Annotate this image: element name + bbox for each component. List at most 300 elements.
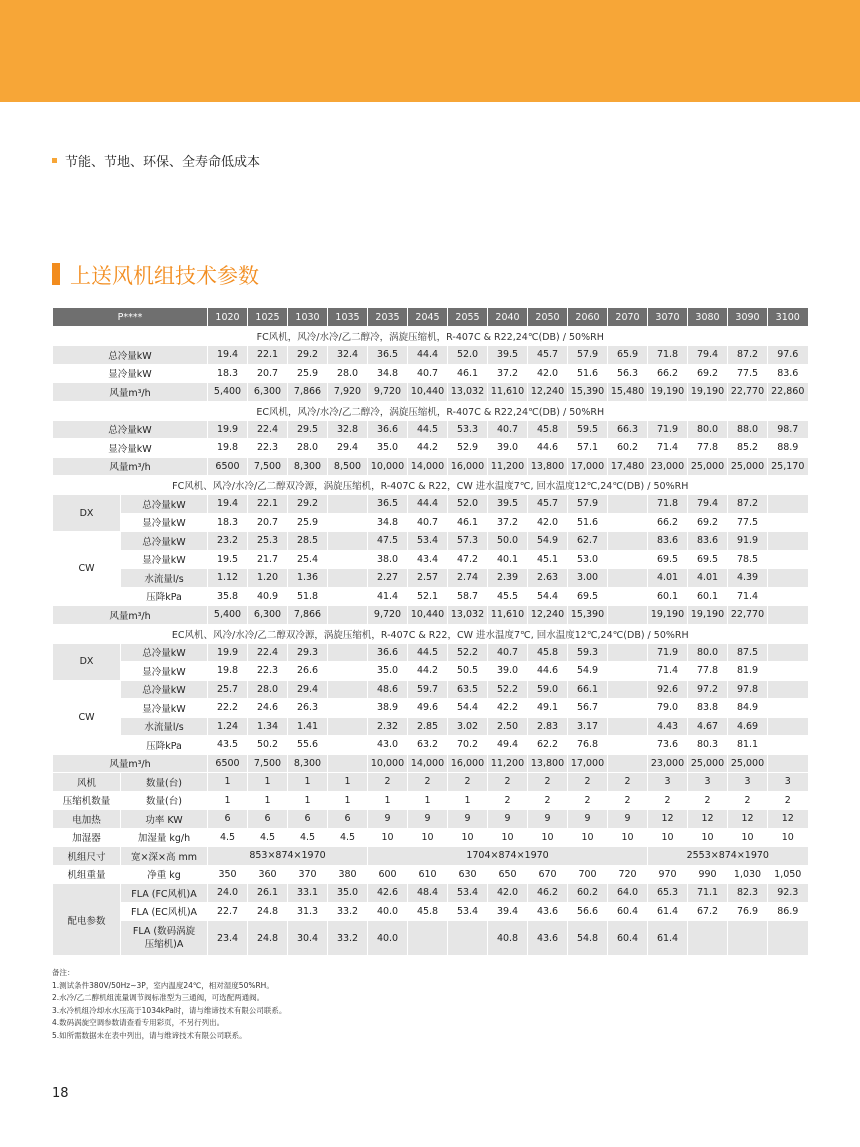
value-cell: 46.1 [448,364,488,383]
value-cell: 20.7 [248,513,288,532]
note-line: 4.数码涡旋空调参数请查看专用彩页，不另行列出。 [52,1018,225,1027]
value-cell: 350 [208,865,248,884]
value-cell: 44.4 [408,495,448,514]
value-cell [608,717,648,736]
value-cell: 87.5 [728,643,768,662]
row-label: 加湿量 kg/h [121,828,208,847]
value-cell: 4.5 [248,828,288,847]
row-label: 风量m³/h [53,457,208,476]
value-cell: 43.6 [528,921,568,956]
value-cell: 23.2 [208,532,248,551]
table-row [53,902,808,921]
model-header: 3070 [648,308,688,327]
section-title-row: FC风机，风冷/水冷/乙二醇冷，涡旋压缩机，R-407C & R22,24℃(DB) / 50%RH [53,327,808,346]
value-cell: 79.0 [648,699,688,718]
table-row [53,513,808,532]
value-cell: 14,000 [408,457,448,476]
value-cell: 59.5 [568,420,608,439]
value-cell: 71.4 [728,587,768,606]
value-cell [768,643,808,662]
value-cell: 69.2 [688,364,728,383]
value-cell [608,513,648,532]
value-cell [608,680,648,699]
value-cell: 84.9 [728,699,768,718]
table-row [53,717,808,736]
value-cell [688,921,728,956]
note-line: 3.水冷机组冷却水水压高于1034kPa时，请与维谛技术有限公司联系。 [52,1005,287,1015]
value-cell: 6 [288,810,328,829]
feature-bullet [52,151,260,170]
value-cell: 42.6 [368,884,408,903]
value-cell: 970 [648,865,688,884]
value-cell: 10 [688,828,728,847]
value-cell: 69.5 [648,550,688,569]
value-cell: 85.2 [728,439,768,458]
value-cell [328,587,368,606]
value-cell: 10 [728,828,768,847]
value-cell [448,921,488,956]
value-cell: 44.5 [408,643,448,662]
value-cell: 1.20 [248,569,288,588]
value-cell: 1 [328,791,368,810]
value-cell: 28.0 [328,364,368,383]
value-cell: 54.9 [568,662,608,681]
value-cell: 11,610 [488,383,528,402]
table-row [53,884,808,903]
value-cell: 12 [728,810,768,829]
value-cell: 45.8 [408,902,448,921]
group-label: 电加热 [53,810,121,829]
value-cell: 44.6 [528,662,568,681]
value-cell: 19,190 [648,606,688,625]
table-row [53,569,808,588]
table-row [53,791,808,810]
value-cell: 69.5 [688,550,728,569]
value-cell [328,736,368,755]
value-cell [768,513,808,532]
value-cell: 83.6 [688,532,728,551]
value-cell: 25.4 [288,550,328,569]
value-cell: 370 [288,865,328,884]
row-label: 宽×深×高 mm [121,847,208,866]
value-cell: 83.8 [688,699,728,718]
table-row [53,921,808,956]
group-label: 压缩机数量 [53,791,121,810]
value-cell: 1704×874×1970 [368,847,648,866]
value-cell: 7,920 [328,383,368,402]
value-cell: 10 [448,828,488,847]
row-label: 显冷量kW [53,439,208,458]
value-cell: 4.43 [648,717,688,736]
table-row [53,457,808,476]
value-cell: 24.8 [248,921,288,956]
value-cell: 77.8 [688,662,728,681]
value-cell: 1 [248,791,288,810]
value-cell: 81.1 [728,736,768,755]
row-label: 总冷量kW [121,532,208,551]
value-cell: 853×874×1970 [208,847,368,866]
value-cell: 22,860 [768,383,808,402]
value-cell: 28.0 [288,439,328,458]
value-cell: 36.5 [368,495,408,514]
value-cell: 23,000 [648,457,688,476]
value-cell: 10 [568,828,608,847]
model-header: 2050 [528,308,568,327]
value-cell: 48.4 [408,884,448,903]
value-cell: 60.2 [568,884,608,903]
row-label: 显冷量kW [121,699,208,718]
value-cell [728,921,768,956]
value-cell: 35.8 [208,587,248,606]
value-cell: 1.36 [288,569,328,588]
value-cell: 3.17 [568,717,608,736]
value-cell [768,550,808,569]
value-cell [328,606,368,625]
notes-title: 备注： [52,968,75,977]
value-cell: 9 [528,810,568,829]
value-cell: 1 [408,791,448,810]
table-row [53,680,808,699]
value-cell [608,550,648,569]
value-cell: 43.0 [368,736,408,755]
section-title-text: 上送风机组技术参数 [70,264,259,288]
row-label: 数量(台) [121,773,208,792]
value-cell: 55.6 [288,736,328,755]
value-cell: 71.4 [648,439,688,458]
value-cell: 71.1 [688,884,728,903]
value-cell: 62.2 [528,736,568,755]
row-label: 压降kPa [121,736,208,755]
value-cell: 7,500 [248,754,288,773]
value-cell: 25.9 [288,513,328,532]
note-line: 5.如所需数据未在表中列出，请与维谛技术有限公司联系。 [52,1030,247,1040]
value-cell: 47.5 [368,532,408,551]
value-cell: 53.4 [408,532,448,551]
value-cell: 44.2 [408,439,448,458]
row-label: 水流量l/s [121,569,208,588]
value-cell: 57.9 [568,495,608,514]
value-cell: 13,800 [528,754,568,773]
value-cell: 52.2 [488,680,528,699]
value-cell: 71.8 [648,495,688,514]
value-cell: 83.6 [768,364,808,383]
value-cell: 7,500 [248,457,288,476]
value-cell: 44.5 [408,420,448,439]
table-row [53,327,808,346]
value-cell: 360 [248,865,288,884]
table-row [53,754,808,773]
value-cell: 92.6 [648,680,688,699]
value-cell: 31.3 [288,902,328,921]
row-label [121,921,208,956]
value-cell: 36.5 [368,346,408,365]
value-cell: 54.4 [448,699,488,718]
value-cell: 49.1 [528,699,568,718]
value-cell: 29.2 [288,495,328,514]
notes [52,967,286,1042]
value-cell: 15,390 [568,383,608,402]
value-cell: 650 [488,865,528,884]
value-cell: 19.8 [208,662,248,681]
value-cell: 10,000 [368,457,408,476]
table-row [53,847,808,866]
value-cell: 63.2 [408,736,448,755]
value-cell: 18.3 [208,364,248,383]
row-label-line: FLA (数码涡旋 [132,926,196,937]
value-cell: 45.8 [528,420,568,439]
value-cell: 10 [608,828,648,847]
value-cell: 53.4 [448,884,488,903]
value-cell: 9 [608,810,648,829]
value-cell: 45.5 [488,587,528,606]
value-cell: 2 [768,791,808,810]
page-number: 18 [52,1086,69,1101]
value-cell: 600 [368,865,408,884]
row-label: 功率 KW [121,810,208,829]
value-cell: 77.8 [688,439,728,458]
value-cell: 62.7 [568,532,608,551]
value-cell: 17,000 [568,457,608,476]
value-cell: 59.0 [528,680,568,699]
value-cell: 40.9 [248,587,288,606]
value-cell: 23.4 [208,921,248,956]
group-label: 配电参数 [53,884,121,956]
value-cell: 29.2 [288,346,328,365]
value-cell: 33.2 [328,902,368,921]
value-cell: 10 [368,828,408,847]
value-cell: 4.5 [328,828,368,847]
value-cell [328,717,368,736]
value-cell: 22.4 [248,420,288,439]
value-cell: 3.02 [448,717,488,736]
value-cell: 380 [328,865,368,884]
value-cell: 91.9 [728,532,768,551]
value-cell [608,643,648,662]
table-row [53,865,808,884]
value-cell: 66.2 [648,364,688,383]
value-cell: 44.6 [528,439,568,458]
value-cell: 6500 [208,754,248,773]
value-cell: 80.0 [688,420,728,439]
value-cell [328,754,368,773]
value-cell: 35.0 [328,884,368,903]
value-cell: 79.4 [688,495,728,514]
value-cell: 2.27 [368,569,408,588]
value-cell: 10,000 [368,754,408,773]
value-cell: 670 [528,865,568,884]
value-cell: 52.0 [448,495,488,514]
value-cell: 60.1 [648,587,688,606]
value-cell: 8,500 [328,457,368,476]
value-cell [328,569,368,588]
section-title-row: EC风机，风冷/水冷/乙二醇冷，涡旋压缩机，R-407C & R22,24℃(DB) / 50%RH [53,401,808,420]
value-cell: 97.6 [768,346,808,365]
group-label: 机组尺寸 [53,847,121,866]
value-cell: 2 [528,773,568,792]
value-cell: 60.1 [688,587,728,606]
value-cell: 21.7 [248,550,288,569]
value-cell: 1 [208,791,248,810]
value-cell: 20.7 [248,364,288,383]
row-label: 显冷量kW [121,662,208,681]
value-cell: 81.9 [728,662,768,681]
value-cell: 25.3 [248,532,288,551]
value-cell: 22.7 [208,902,248,921]
model-header: 2055 [448,308,488,327]
value-cell: 39.5 [488,495,528,514]
value-cell: 56.6 [568,902,608,921]
value-cell: 88.9 [768,439,808,458]
row-label: 压降kPa [121,587,208,606]
header-banner [0,0,860,102]
value-cell: 78.5 [728,550,768,569]
table-row [53,624,808,643]
value-cell: 1 [288,773,328,792]
value-cell: 60.2 [608,439,648,458]
value-cell: 40.7 [408,364,448,383]
value-cell: 46.1 [448,513,488,532]
value-cell: 1.24 [208,717,248,736]
value-cell: 19.5 [208,550,248,569]
value-cell: 22,770 [728,383,768,402]
value-cell: 12 [768,810,808,829]
value-cell: 51.6 [568,513,608,532]
value-cell: 50.2 [248,736,288,755]
value-cell: 51.6 [568,364,608,383]
value-cell: 23,000 [648,754,688,773]
value-cell: 67.2 [688,902,728,921]
row-label: 风量m³/h [53,754,208,773]
value-cell: 49.6 [408,699,448,718]
model-header: 1025 [248,308,288,327]
value-cell: 3 [768,773,808,792]
value-cell: 25,170 [768,457,808,476]
value-cell: 69.2 [688,513,728,532]
table-row [53,401,808,420]
table-row [53,587,808,606]
row-label: 总冷量kW [53,346,208,365]
value-cell: 19.4 [208,495,248,514]
value-cell: 2 [488,791,528,810]
value-cell: 13,032 [448,606,488,625]
value-cell: 25,000 [688,754,728,773]
value-cell: 22.3 [248,439,288,458]
value-cell: 92.3 [768,884,808,903]
row-label: 总冷量kW [121,680,208,699]
value-cell: 35.0 [368,662,408,681]
value-cell: 71.4 [648,662,688,681]
value-cell: 15,480 [608,383,648,402]
value-cell: 43.5 [208,736,248,755]
value-cell: 57.1 [568,439,608,458]
value-cell: 38.9 [368,699,408,718]
value-cell: 52.9 [448,439,488,458]
section-heading [52,260,259,290]
value-cell: 4.67 [688,717,728,736]
value-cell: 40.8 [488,921,528,956]
value-cell [328,680,368,699]
value-cell: 16,000 [448,754,488,773]
model-header: 2040 [488,308,528,327]
value-cell: 2 [608,773,648,792]
value-cell: 2.74 [448,569,488,588]
value-cell: 2.83 [528,717,568,736]
value-cell: 34.8 [368,364,408,383]
value-cell: 26.6 [288,662,328,681]
value-cell: 50.5 [448,662,488,681]
value-cell: 53.0 [568,550,608,569]
value-cell: 4.39 [728,569,768,588]
table-row [53,495,808,514]
value-cell: 32.8 [328,420,368,439]
value-cell: 71.8 [648,346,688,365]
value-cell: 10,440 [408,606,448,625]
table-row [53,828,808,847]
value-cell: 42.0 [528,513,568,532]
row-label-line: 压缩机)A [144,939,184,950]
value-cell: 44.4 [408,346,448,365]
row-label: FLA (FC风机)A [121,884,208,903]
value-cell: 720 [608,865,648,884]
value-cell [328,550,368,569]
value-cell: 46.2 [528,884,568,903]
value-cell: 630 [448,865,488,884]
value-cell: 60.4 [608,902,648,921]
value-cell: 51.8 [288,587,328,606]
value-cell [768,587,808,606]
group-label: 加湿器 [53,828,121,847]
value-cell: 11,610 [488,606,528,625]
value-cell: 69.5 [568,587,608,606]
value-cell: 44.2 [408,662,448,681]
table-row [53,308,808,327]
value-cell: 1 [288,791,328,810]
model-header: 2060 [568,308,608,327]
group-label: 机组重量 [53,865,121,884]
value-cell: 19,190 [648,383,688,402]
value-cell: 10 [488,828,528,847]
value-cell: 2 [608,791,648,810]
table-row [53,532,808,551]
group-label: 风机 [53,773,121,792]
value-cell: 12 [648,810,688,829]
value-cell: 2.39 [488,569,528,588]
value-cell: 10 [648,828,688,847]
value-cell: 30.4 [288,921,328,956]
value-cell: 58.7 [448,587,488,606]
value-cell: 40.1 [488,550,528,569]
value-cell [608,495,648,514]
value-cell: 57.3 [448,532,488,551]
value-cell: 13,032 [448,383,488,402]
value-cell: 87.2 [728,346,768,365]
value-cell: 14,000 [408,754,448,773]
value-cell: 39.0 [488,662,528,681]
value-cell: 2.63 [528,569,568,588]
value-cell [408,921,448,956]
model-header: 3080 [688,308,728,327]
value-cell: 2 [528,791,568,810]
value-cell: 45.1 [528,550,568,569]
value-cell: 98.7 [768,420,808,439]
value-cell [768,606,808,625]
value-cell: 73.6 [648,736,688,755]
table-row [53,662,808,681]
value-cell: 19.4 [208,346,248,365]
value-cell: 25,000 [728,457,768,476]
value-cell: 45.7 [528,346,568,365]
value-cell: 2 [408,773,448,792]
